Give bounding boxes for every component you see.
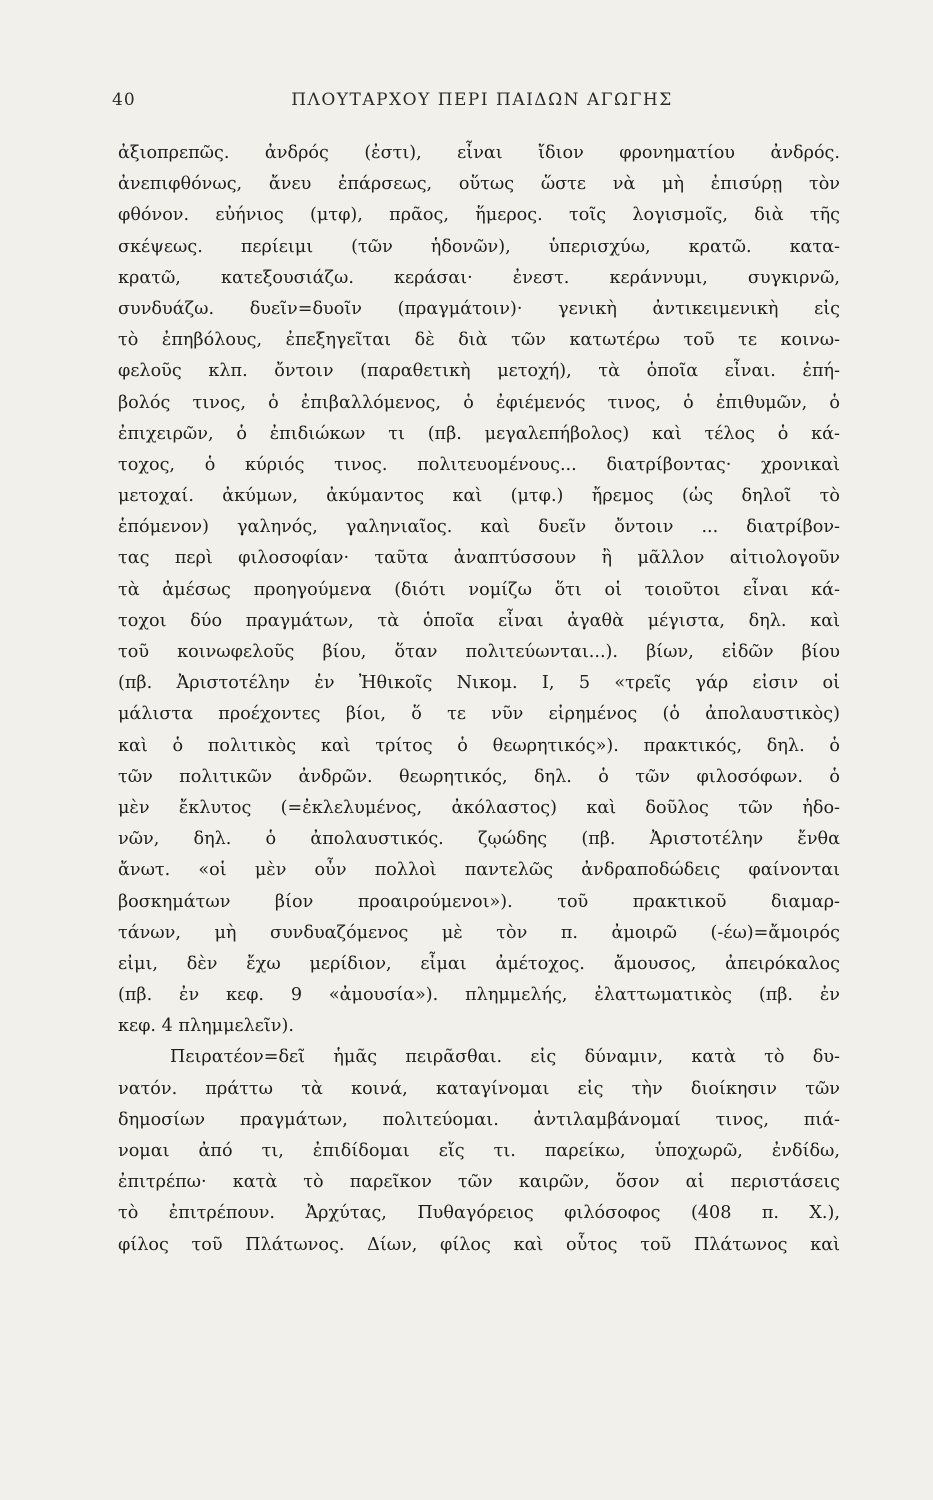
running-title: ΠΛΟΥΤΑΡΧΟΥ ΠΕΡΙ ΠΑΙΔΩΝ ΑΓΩΓΗΣ: [291, 90, 673, 110]
text-line: τοῦ κοινωφελοῦς βίου, ὅταν πολιτεύωνται...). βίων, εἰδῶν βίου: [118, 642, 840, 662]
text-line: φίλος τοῦ Πλάτωνος. Δίων, φίλος καὶ οὗτος τοῦ Πλάτωνος καὶ: [118, 1234, 840, 1255]
page-number: 40: [112, 90, 136, 110]
text-line: τὸ ἐπηβόλους, ἐπεξηγεῖται δὲ διὰ τῶν κατωτέρω τοῦ τε κοινω-: [118, 330, 840, 351]
text-line: ἑπόμενον) γαληνός, γαληνιαῖος. καὶ δυεῖν ὄντοιν ... διατρίβον-: [118, 517, 840, 538]
text-line: βοσκημάτων βίον προαιρούμενοι»). τοῦ πρακτικοῦ διαμαρ-: [118, 891, 840, 912]
text-line: νατόν. πράττω τὰ κοινά, καταγίνομαι εἰς τὴν διοίκησιν τῶν: [118, 1078, 840, 1099]
text-line: σκέψεως. περίειμι (τῶν ἡδονῶν), ὑπερισχύω, κρατῶ. κατα-: [118, 236, 840, 257]
text-line: μάλιστα προέχοντες βίοι, ὅ τε νῦν εἰρημένος (ὁ ἀπολαυστικὸς): [118, 704, 840, 725]
text-line: καὶ ὁ πολιτικὸς καὶ τρίτος ὁ θεωρητικός»). πρακτικός, δηλ. ὁ: [118, 735, 840, 756]
text-line: ἀνεπιφθόνως, ἄνευ ἐπάρσεως, οὕτως ὥστε νὰ μὴ ἐπισύρῃ τὸν: [118, 174, 840, 195]
text-line: κεφ. 4 πλημμελεῖν).: [118, 1016, 294, 1037]
text-line: μὲν ἔκλυτος (=ἐκλελυμένος, ἀκόλαστος) καὶ δοῦλος τῶν ἡδο-: [118, 797, 840, 818]
text-line: φελοῦς κλπ. ὄντοιν (παραθετικὴ μετοχή), τὰ ὁποῖα εἶναι. ἐπή-: [118, 361, 840, 382]
text-line: συνδυάζω. δυεῖν=δυοῖν (πραγμάτοιν)· γενικὴ ἀντικειμενικὴ εἰς: [118, 298, 840, 319]
text-line: ἐπιχειρῶν, ὁ ἐπιδιώκων τι (πβ. μεγαλεπήβολος) καὶ τέλος ὁ κά-: [118, 423, 840, 444]
text-line: κρατῶ, κατεξουσιάζω. κεράσαι· ἐνεστ. κεράννυμι, συγκιρνῶ,: [118, 267, 840, 288]
text-line: ἀξιοπρεπῶς. ἀνδρός (ἐστι), εἶναι ἴδιον φρονηματίου ἀνδρός.: [118, 143, 840, 163]
text-line: τοχος, ὁ κύριός τινος. πολιτευομένους... διατρίβοντας· χρονικαὶ: [118, 454, 840, 475]
commentary-text: [118, 138, 840, 1261]
text-line: Πειρατέον=δεῖ ἡμᾶς πειρᾶσθαι. εἰς δύναμιν, κατὰ τὸ δυ-: [170, 1047, 840, 1068]
text-line: βολός τινος, ὁ ἐπιβαλλόμενος, ὁ ἐφιέμενός τινος, ὁ ἐπιθυμῶν, ὁ: [118, 392, 840, 413]
text-line: (πβ. ἐν κεφ. 9 «ἀμουσία»). πλημμελής, ἐλαττωματικὸς (πβ. ἐν: [118, 985, 840, 1006]
text-line: μετοχαί. ἀκύμων, ἀκύμαντος καὶ (μτφ.) ἤρεμος (ὡς δηλοῖ τὸ: [118, 486, 840, 507]
text-line: τῶν πολιτικῶν ἀνδρῶν. θεωρητικός, δηλ. ὁ τῶν φιλοσόφων. ὁ: [118, 766, 840, 787]
text-line: τας περὶ φιλοσοφίαν· ταῦτα ἀναπτύσσουν ἢ μᾶλλον αἰτιολογοῦν: [118, 548, 840, 569]
text-line: εἰμι, δὲν ἔχω μερίδιον, εἶμαι ἀμέτοχος. ἄμουσος, ἀπειρόκαλος: [118, 953, 840, 974]
text-line: ἄνωτ. «οἱ μὲν οὖν πολλοὶ παντελῶς ἀνδραποδώδεις φαίνονται: [118, 860, 840, 881]
text-line: τὸ ἐπιτρέπουν. Ἀρχύτας, Πυθαγόρειος φιλόσοφος (408 π. Χ.),: [118, 1203, 840, 1224]
text-line: τοχοι δύο πραγμάτων, τὰ ὁποῖα εἶναι ἀγαθὰ μέγιστα, δηλ. καὶ: [118, 610, 840, 631]
text-line: τὰ ἀμέσως προηγούμενα (διότι νομίζω ὅτι οἱ τοιοῦτοι εἶναι κά-: [118, 579, 840, 600]
text-line: φθόνον. εὐήνιος (μτφ), πρᾶος, ἥμερος. τοῖς λογισμοῖς, διὰ τῆς: [118, 205, 840, 226]
text-line: (πβ. Ἀριστοτέλην ἐν Ἠθικοῖς Νικομ. Ι, 5 «τρεῖς γάρ εἰσιν οἱ: [118, 673, 840, 694]
text-line: δημοσίων πραγμάτων, πολιτεύομαι. ἀντιλαμβάνομαί τινος, πιά-: [118, 1109, 840, 1130]
page-header: [112, 90, 852, 120]
text-line: νομαι ἀπό τι, ἐπιδίδομαι εἴς τι. παρείκω, ὑποχωρῶ, ἐνδίδω,: [118, 1141, 840, 1161]
text-line: τάνων, μὴ συνδυαζόμενος μὲ τὸν π. ἀμοιρῶ (-έω)=ἄμοιρός: [118, 922, 840, 943]
text-line: ἐπιτρέπω· κατὰ τὸ παρεῖκον τῶν καιρῶν, ὅσον αἱ περιστάσεις: [118, 1172, 840, 1193]
text-line: νῶν, δηλ. ὁ ἀπολαυστικός. ζῳώδης (πβ. Ἀριστοτέλην ἔνθα: [118, 829, 840, 850]
